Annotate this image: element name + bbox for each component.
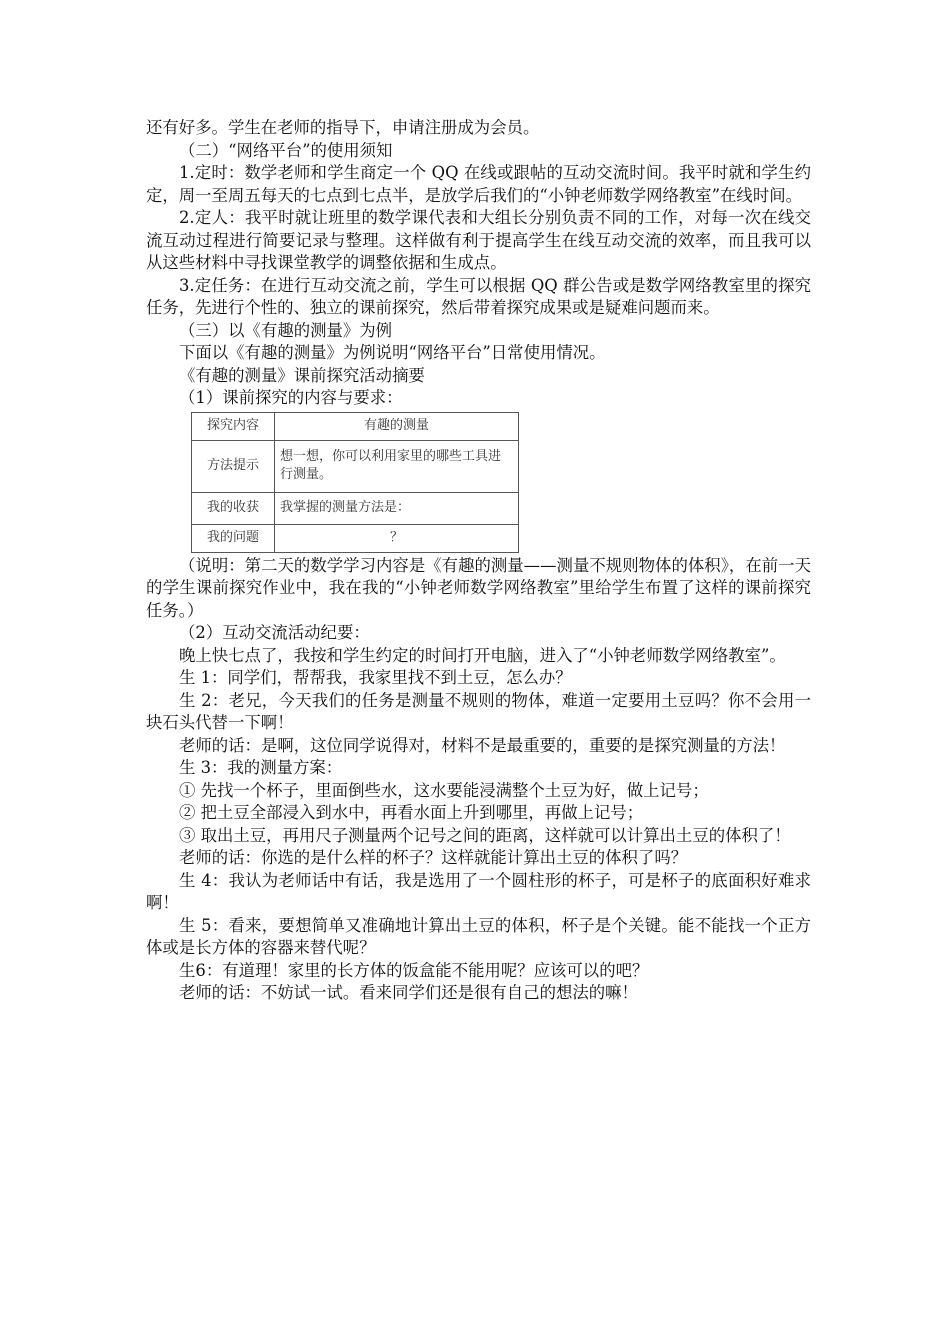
plan-step-1: ① 先找一个杯子，里面倒些水，这水要能浸满整个土豆为好，做上记号； [179, 780, 709, 800]
paragraph-people: 2.定人：我平时就让班里的数学课代表和大组长分别负责不同的工作，对每一次在线交流互动过程进行简要记录与整理。这样做有利于提高学生在线互动交流的效率，而且我可以从这些材料中寻找课堂教学的调整依据和生成点。 [146, 208, 811, 272]
table-row [192, 440, 519, 492]
paragraph-summary-title: 《有趣的测量》课前探究活动摘要 [179, 365, 425, 385]
probe-table [191, 412, 519, 553]
table-row [192, 524, 519, 552]
paragraph-example-intro: 下面以《有趣的测量》为例说明“网络平台”日常使用情况。 [179, 343, 606, 362]
dialogue-student-1: 生 1：同学们，帮帮我，我家里找不到土豆，怎么办？ [179, 668, 572, 687]
table-cell-value: 想一想，你可以利用家里的哪些工具进行测量。 [275, 440, 519, 492]
table-cell-value: 有趣的测量 [275, 412, 519, 440]
table-cell-value: 我掌握的测量方法是： [275, 492, 519, 524]
paragraph-record-heading: （2）互动交流活动纪要： [179, 623, 370, 642]
paragraph-note: （说明：第二天的数学学习内容是《有趣的测量——测量不规则物体的体积》，在前一天的学生课前探究作业中，我在我的“小钟老师数学网络教室”里给学生布置了这样的课前探究任务。） [146, 555, 811, 620]
table-cell-label: 方法提示 [192, 440, 275, 492]
section-heading-example: （三）以《有趣的测量》为例 [179, 320, 393, 340]
dialogue-teacher-1: 老师的话：是啊，这位同学说得对，材料不是最重要的，重要的是探究测量的方法！ [179, 735, 786, 755]
dialogue-student-5: 生 5：看来，要想简单又准确地计算出土豆的体积，杯子是个关键。能不能找一个正方体或是长方体的容器来替代呢？ [146, 915, 811, 957]
paragraph-task: 3.定任务：在进行互动交流之前，学生可以根据 QQ 群公告或是数学网络教室里的探究任务，先进行个性的、独立的课前探究，然后带着探究成果或是疑难问题而来。 [146, 275, 811, 317]
table-row [192, 492, 519, 524]
table-cell-label: 我的收获 [192, 492, 275, 524]
dialogue-student-4: 生 4：我认为老师话中有话，我是选用了一个圆柱形的杯子，可是杯子的底面积好难求啊！ [146, 870, 811, 912]
dialogue-student-2: 生 2：老兄，今天我们的任务是测量不规则的物体，难道一定要用土豆吗？你不会用一块石头代替一下啊！ [146, 690, 811, 732]
paragraph-intro: 还有好多。学生在老师的指导下，申请注册成为会员。 [146, 118, 540, 137]
table-row [192, 412, 519, 440]
paragraph-timing: 1.定时：数学老师和学生商定一个 QQ 在线或跟帖的互动交流时间。我平时就和学生约定，周一至周五每天的七点到七点半，是放学后我们的“小钟老师数学网络教室”在线时间。 [146, 163, 811, 205]
dialogue-student-6: 生6：有道理！家里的长方体的饭盒能不能用呢？应该可以的吧？ [179, 960, 649, 980]
table-cell-label: 我的问题 [192, 524, 275, 552]
table-cell-label: 探究内容 [192, 412, 275, 440]
section-heading-usage: （二）“网络平台”的使用须知 [179, 140, 393, 160]
paragraph-requirements-heading: （1）课前探究的内容与要求： [179, 388, 403, 407]
document-page [146, 117, 811, 1005]
plan-step-3: ③ 取出土豆，再用尺子测量两个记号之间的距离，这样就可以计算出土豆的体积了！ [179, 825, 791, 845]
dialogue-teacher-2: 老师的话：你选的是什么样的杯子？这样就能计算出土豆的体积了吗？ [179, 848, 688, 867]
paragraph-evening: 晚上快七点了，我按和学生约定的时间打开电脑，进入了“小钟老师数学网络教室”。 [179, 645, 786, 665]
table-cell-value: ？ [275, 524, 519, 552]
dialogue-student-3: 生 3：我的测量方案： [179, 758, 343, 777]
dialogue-teacher-3: 老师的话：不妨试一试。看来同学们还是很有自己的想法的嘛！ [179, 983, 638, 1002]
plan-step-2: ② 把土豆全部浸入到水中，再看水面上升到哪里，再做上记号； [179, 803, 644, 822]
probe-table-wrapper [191, 412, 811, 553]
